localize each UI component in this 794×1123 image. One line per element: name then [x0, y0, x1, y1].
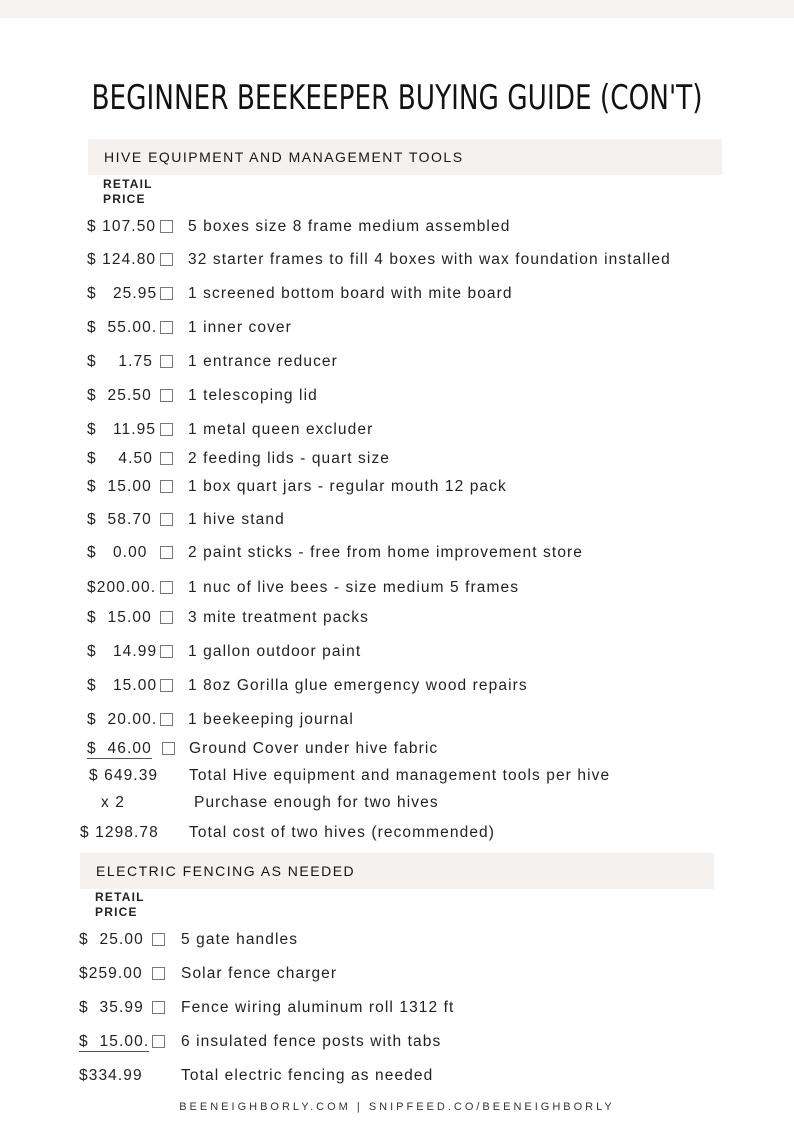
top-band: [0, 0, 794, 18]
hive-column-header: [103, 177, 153, 207]
total-price: $ 649.39: [89, 767, 159, 784]
column-header-retail: RETAIL: [103, 177, 153, 191]
item-description: 3 mite treatment packs: [188, 609, 369, 626]
item-description: Fence wiring aluminum roll 1312 ft: [181, 999, 455, 1016]
item-price: $ 0.00: [87, 544, 148, 561]
item-checkbox[interactable]: [160, 581, 173, 594]
item-checkbox[interactable]: [160, 389, 173, 402]
item-checkbox[interactable]: [160, 713, 173, 726]
footer-links: BEENEIGHBORLY.COM | SNIPFEED.CO/BEENEIGHBORLY: [179, 1101, 615, 1113]
item-checkbox[interactable]: [160, 679, 173, 692]
item-checkbox[interactable]: [160, 546, 173, 559]
column-header-retail: RETAIL: [95, 890, 145, 904]
item-price: $ 25.95: [87, 285, 158, 302]
item-description: 1 beekeeping journal: [188, 711, 354, 728]
item-description: 2 feeding lids - quart size: [188, 450, 391, 467]
item-price: $ 11.95: [87, 421, 157, 438]
item-price: $ 35.99: [79, 999, 144, 1016]
item-checkbox[interactable]: [152, 933, 165, 946]
fence-column-header: [95, 890, 145, 920]
item-description: 1 entrance reducer: [188, 353, 338, 370]
item-checkbox[interactable]: [152, 967, 165, 980]
item-checkbox[interactable]: [160, 423, 173, 436]
item-price: $ 46.00: [87, 740, 152, 757]
item-price: $ 15.00: [87, 478, 152, 495]
fence-section-header: [80, 853, 714, 889]
hive-section-header: [88, 139, 722, 175]
item-description: 1 box quart jars - regular mouth 12 pack: [188, 478, 507, 495]
item-price: $ 14.99: [87, 643, 158, 660]
total-description: Total electric fencing as needed: [181, 1067, 434, 1084]
item-description: 1 inner cover: [188, 319, 292, 336]
item-description: 1 gallon outdoor paint: [188, 643, 362, 660]
item-description: Solar fence charger: [181, 965, 338, 982]
hive-section-title: HIVE EQUIPMENT AND MANAGEMENT TOOLS: [104, 149, 464, 165]
item-checkbox[interactable]: [160, 645, 173, 658]
item-description: 1 nuc of live bees - size medium 5 frames: [188, 579, 520, 596]
item-description: 1 metal queen excluder: [188, 421, 374, 438]
column-header-price: PRICE: [103, 192, 146, 206]
total-description: Total Hive equipment and management tools per hive: [189, 767, 611, 784]
item-checkbox[interactable]: [160, 513, 173, 526]
item-description: 1 8oz Gorilla glue emergency wood repairs: [188, 677, 528, 694]
item-price: $ 1.75: [87, 353, 153, 370]
item-price: $ 25.50: [87, 387, 152, 404]
item-checkbox[interactable]: [160, 480, 173, 493]
grand-total-price: $ 1298.78: [80, 824, 159, 841]
item-price: $259.00: [79, 965, 143, 982]
item-checkbox[interactable]: [160, 220, 173, 233]
item-checkbox[interactable]: [160, 452, 173, 465]
item-price: $ 107.50: [87, 218, 157, 235]
item-description: 2 paint sticks - free from home improvement store: [188, 544, 584, 561]
item-checkbox[interactable]: [152, 1001, 165, 1014]
column-header-price: PRICE: [95, 905, 138, 919]
item-description: 1 hive stand: [188, 511, 285, 528]
item-price: $ 15.00: [87, 677, 158, 694]
item-checkbox[interactable]: [160, 321, 173, 334]
item-price: $ 15.00: [87, 609, 152, 626]
item-description: 1 screened bottom board with mite board: [188, 285, 513, 302]
page-title: BEGINNER BEEKEEPER BUYING GUIDE (CON'T): [91, 78, 703, 118]
item-checkbox[interactable]: [160, 355, 173, 368]
item-checkbox[interactable]: [160, 287, 173, 300]
item-description: 32 starter frames to fill 4 boxes with wax foundation installed: [188, 251, 671, 268]
item-price: $ 20.00.: [87, 711, 158, 728]
item-description: 6 insulated fence posts with tabs: [181, 1033, 442, 1050]
item-price: $200.00.: [87, 579, 157, 596]
multiplier-description: Purchase enough for two hives: [194, 794, 439, 811]
item-price: $ 4.50: [87, 450, 153, 467]
item-checkbox[interactable]: [152, 1035, 165, 1048]
item-description: 5 boxes size 8 frame medium assembled: [188, 218, 511, 235]
item-price: $ 15.00.: [79, 1033, 150, 1050]
fence-section-title: ELECTRIC FENCING AS NEEDED: [96, 863, 356, 879]
item-price: $ 124.80: [87, 251, 157, 268]
item-description: 1 telescoping lid: [188, 387, 318, 404]
total-price: $334.99: [79, 1067, 143, 1084]
item-price: $ 55.00.: [87, 319, 158, 336]
grand-total-description: Total cost of two hives (recommended): [189, 824, 496, 841]
item-price: $ 58.70: [87, 511, 152, 528]
item-description: Ground Cover under hive fabric: [189, 740, 439, 757]
item-checkbox[interactable]: [160, 253, 173, 266]
item-description: 5 gate handles: [181, 931, 299, 948]
multiplier-value: x 2: [101, 794, 125, 811]
item-price: $ 25.00: [79, 931, 144, 948]
item-checkbox[interactable]: [162, 742, 175, 755]
item-checkbox[interactable]: [160, 611, 173, 624]
